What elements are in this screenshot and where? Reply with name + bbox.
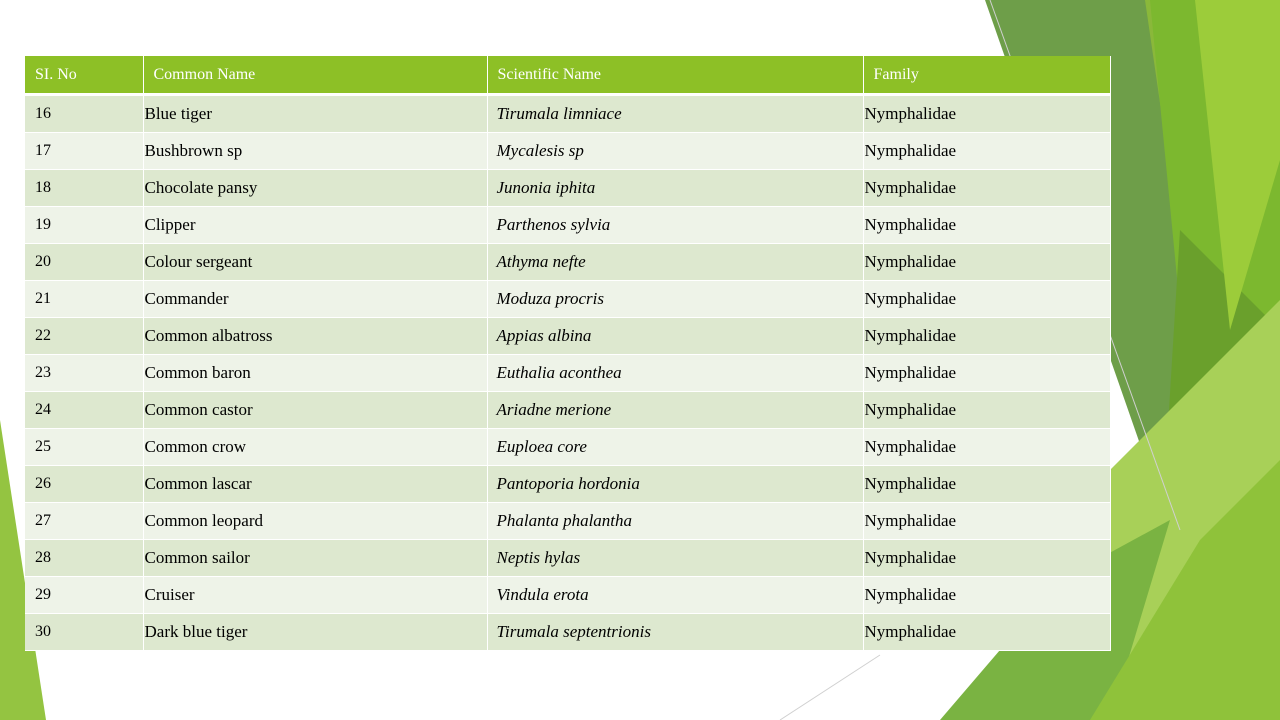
common-name-cell: Chocolate pansy (143, 170, 487, 207)
serial-number-cell: 19 (25, 207, 143, 244)
scientific-name-cell: Parthenos sylvia (487, 207, 863, 244)
serial-number-cell: 30 (25, 614, 143, 651)
scientific-name-cell: Athyma nefte (487, 244, 863, 281)
common-name-cell: Common crow (143, 429, 487, 466)
scientific-name-cell: Neptis hylas (487, 540, 863, 577)
table-row (25, 281, 1110, 318)
header-si-no: SI. No (25, 56, 143, 95)
serial-number-cell: 25 (25, 429, 143, 466)
family-name-cell: Nymphalidae (863, 540, 1110, 577)
table-row (25, 429, 1110, 466)
family-name-cell: Nymphalidae (863, 466, 1110, 503)
table-row (25, 392, 1110, 429)
scientific-name-cell: Moduza procris (487, 281, 863, 318)
family-name-cell: Nymphalidae (863, 429, 1110, 466)
serial-number-cell: 16 (25, 95, 143, 133)
family-name-cell: Nymphalidae (863, 170, 1110, 207)
scientific-name-cell: Junonia iphita (487, 170, 863, 207)
common-name-cell: Clipper (143, 207, 487, 244)
serial-number-cell: 26 (25, 466, 143, 503)
family-name-cell: Nymphalidae (863, 318, 1110, 355)
common-name-cell: Common leopard (143, 503, 487, 540)
header-family: Family (863, 56, 1110, 95)
table-row (25, 95, 1110, 133)
common-name-cell: Commander (143, 281, 487, 318)
common-name-cell: Colour sergeant (143, 244, 487, 281)
serial-number-cell: 23 (25, 355, 143, 392)
common-name-cell: Common albatross (143, 318, 487, 355)
family-name-cell: Nymphalidae (863, 95, 1110, 133)
common-name-cell: Cruiser (143, 577, 487, 614)
serial-number-cell: 24 (25, 392, 143, 429)
table-row (25, 170, 1110, 207)
family-name-cell: Nymphalidae (863, 355, 1110, 392)
table-row (25, 577, 1110, 614)
header-scientific-name: Scientific Name (487, 56, 863, 95)
family-name-cell: Nymphalidae (863, 281, 1110, 318)
common-name-cell: Bushbrown sp (143, 133, 487, 170)
table-row (25, 318, 1110, 355)
table-row (25, 244, 1110, 281)
table-row (25, 466, 1110, 503)
family-name-cell: Nymphalidae (863, 244, 1110, 281)
scientific-name-cell: Pantoporia hordonia (487, 466, 863, 503)
header-common-name: Common Name (143, 56, 487, 95)
scientific-name-cell: Vindula erota (487, 577, 863, 614)
scientific-name-cell: Euthalia aconthea (487, 355, 863, 392)
family-name-cell: Nymphalidae (863, 207, 1110, 244)
scientific-name-cell: Appias albina (487, 318, 863, 355)
serial-number-cell: 20 (25, 244, 143, 281)
scientific-name-cell: Mycalesis sp (487, 133, 863, 170)
table-row (25, 355, 1110, 392)
serial-number-cell: 18 (25, 170, 143, 207)
family-name-cell: Nymphalidae (863, 577, 1110, 614)
family-name-cell: Nymphalidae (863, 392, 1110, 429)
serial-number-cell: 22 (25, 318, 143, 355)
scientific-name-cell: Tirumala limniace (487, 95, 863, 133)
table-header-row (25, 56, 1110, 95)
common-name-cell: Dark blue tiger (143, 614, 487, 651)
butterfly-species-table (25, 56, 1111, 651)
serial-number-cell: 17 (25, 133, 143, 170)
serial-number-cell: 27 (25, 503, 143, 540)
common-name-cell: Common sailor (143, 540, 487, 577)
table-row (25, 503, 1110, 540)
common-name-cell: Common lascar (143, 466, 487, 503)
scientific-name-cell: Ariadne merione (487, 392, 863, 429)
family-name-cell: Nymphalidae (863, 503, 1110, 540)
serial-number-cell: 21 (25, 281, 143, 318)
family-name-cell: Nymphalidae (863, 614, 1110, 651)
table-row (25, 614, 1110, 651)
table-row (25, 540, 1110, 577)
serial-number-cell: 29 (25, 577, 143, 614)
common-name-cell: Common baron (143, 355, 487, 392)
table-row (25, 133, 1110, 170)
common-name-cell: Common castor (143, 392, 487, 429)
common-name-cell: Blue tiger (143, 95, 487, 133)
scientific-name-cell: Tirumala septentrionis (487, 614, 863, 651)
scientific-name-cell: Phalanta phalantha (487, 503, 863, 540)
table-row (25, 207, 1110, 244)
scientific-name-cell: Euploea core (487, 429, 863, 466)
family-name-cell: Nymphalidae (863, 133, 1110, 170)
serial-number-cell: 28 (25, 540, 143, 577)
